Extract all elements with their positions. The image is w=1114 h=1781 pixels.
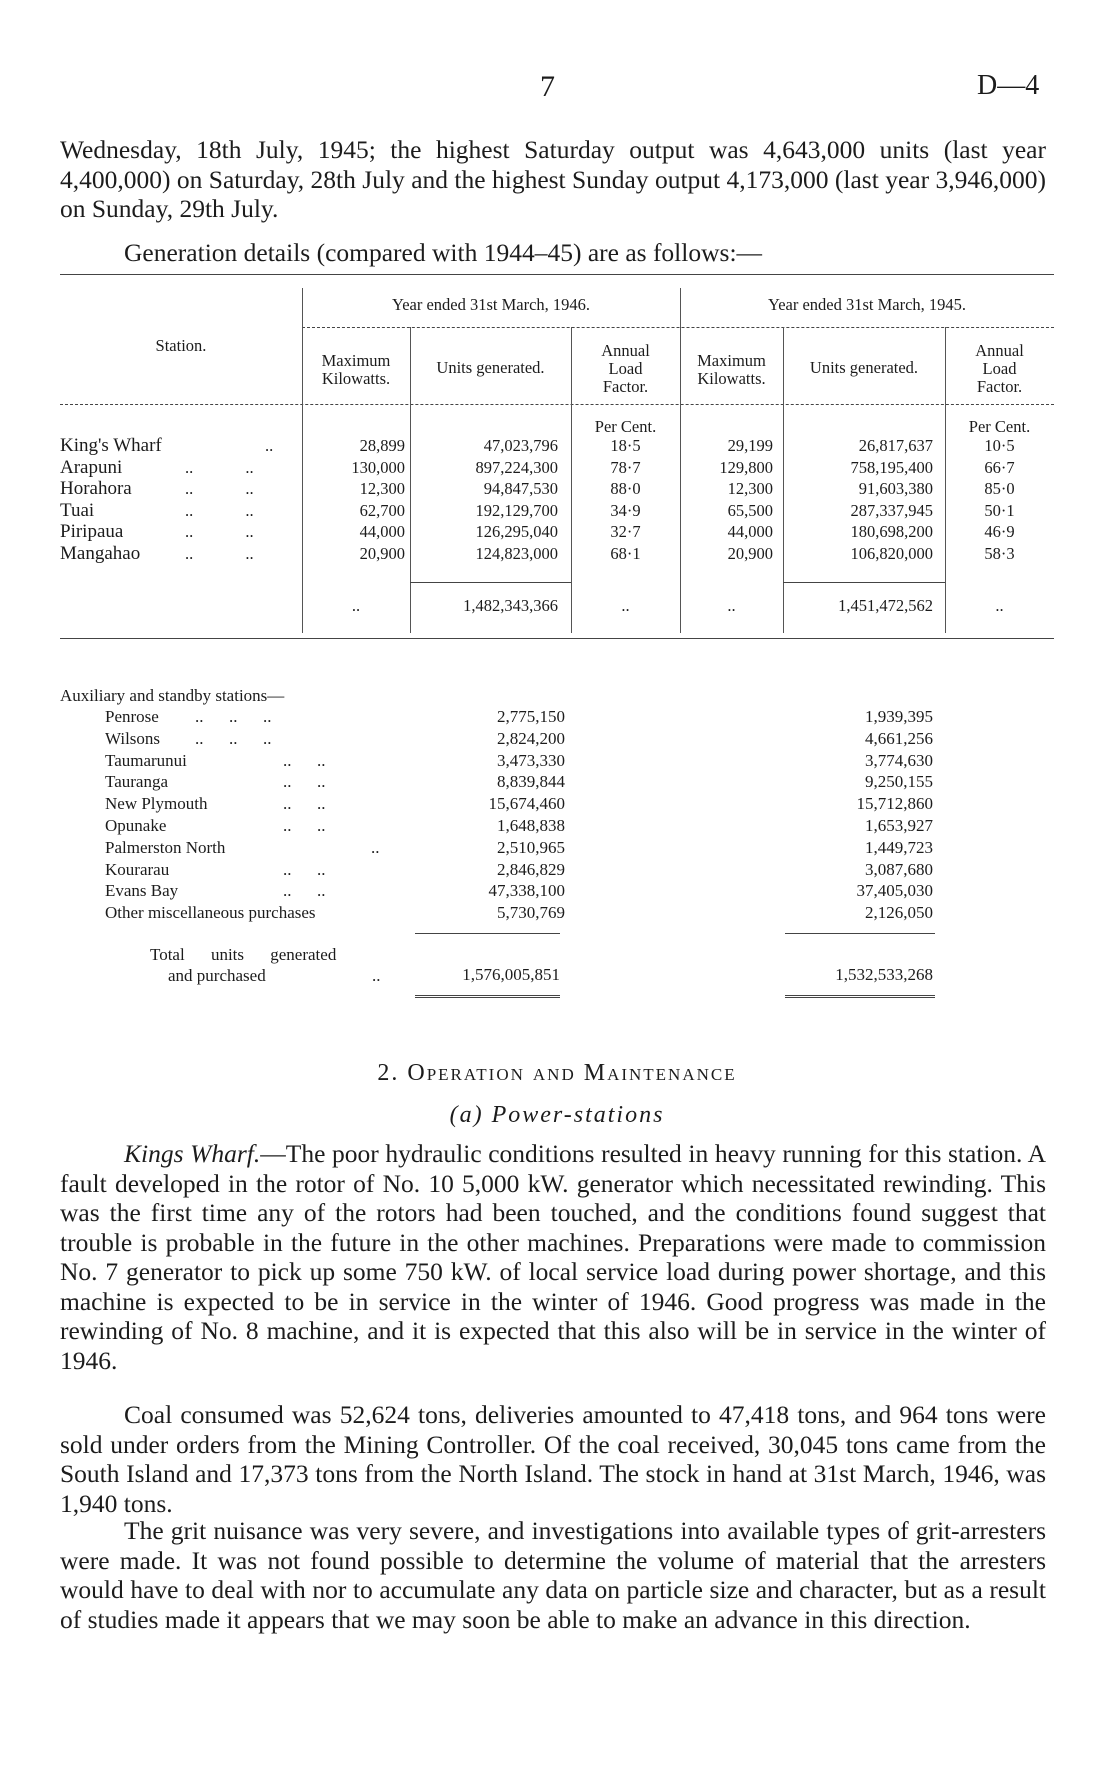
total-label-line-2: and purchased bbox=[168, 966, 266, 985]
load-factor-header-label: Annual Load Factor. bbox=[601, 341, 650, 396]
aux-units-1945: 4,661,256 bbox=[865, 728, 933, 748]
list-item bbox=[105, 902, 1055, 924]
station-name: Mangahao bbox=[60, 542, 141, 564]
dot-leader: .. .. bbox=[185, 543, 254, 563]
total-max-kw-1945: .. bbox=[727, 596, 736, 615]
table-row bbox=[60, 457, 1054, 479]
aux-station-name: Tauranga bbox=[105, 772, 168, 792]
dot-leader: .. bbox=[265, 436, 274, 455]
max-kw-1946: 130,000 bbox=[351, 457, 405, 477]
units-1946: 124,823,000 bbox=[475, 543, 558, 563]
table-row bbox=[60, 478, 1054, 500]
aux-station-name: Other miscellaneous purchases bbox=[105, 903, 316, 923]
max-kw-1945: 44,000 bbox=[727, 522, 773, 541]
list-item bbox=[105, 728, 1055, 750]
per-cent-label-1946: Per Cent. bbox=[594, 417, 657, 436]
aux-units-1946: 2,510,965 bbox=[497, 837, 565, 857]
max-kw-1946: 62,700 bbox=[359, 500, 405, 520]
units-1946: 192,129,700 bbox=[475, 500, 558, 520]
max-kw-1945: 65,500 bbox=[727, 500, 773, 520]
dot-leader: .. .. bbox=[283, 750, 326, 770]
load-factor-1945: 66·7 bbox=[984, 457, 1015, 477]
table-row bbox=[60, 500, 1054, 522]
total-load-factor-1946: .. bbox=[621, 596, 630, 615]
list-item bbox=[105, 706, 1055, 728]
station-name: Piripaua bbox=[60, 521, 124, 542]
aux-units-1945: 9,250,155 bbox=[865, 772, 933, 792]
dot-leader: .. .. .. bbox=[195, 707, 272, 726]
total-max-kw-1946: .. bbox=[351, 596, 361, 615]
dot-leader: .. .. bbox=[283, 794, 326, 814]
aux-units-1946: 2,824,200 bbox=[497, 728, 565, 748]
station-name: Tuai bbox=[60, 499, 95, 521]
dot-leader: .. .. .. bbox=[195, 728, 272, 748]
aux-units-1945: 3,774,630 bbox=[865, 750, 933, 770]
section-heading: 2. Operation and Maintenance bbox=[377, 1060, 737, 1086]
dot-leader: .. bbox=[371, 837, 380, 857]
max-kw-header-label: Maximum Kilowatts. bbox=[697, 351, 766, 388]
units-1946: 897,224,300 bbox=[475, 457, 558, 477]
max-kw-header-label: Maximum Kilowatts. bbox=[321, 351, 391, 388]
generation-details-intro: Generation details (compared with 1944–45) are as follows:— bbox=[124, 238, 763, 267]
aux-units-1946: 15,674,460 bbox=[488, 794, 565, 814]
aux-total-1946: 1,576,005,851 bbox=[462, 965, 560, 984]
list-item bbox=[105, 859, 1055, 881]
dot-leader: .. .. bbox=[185, 479, 254, 498]
load-factor-1945: 10·5 bbox=[984, 436, 1015, 455]
dot-leader: .. .. bbox=[185, 500, 254, 520]
total-units-1945: 1,451,472,562 bbox=[838, 596, 933, 615]
list-item bbox=[105, 815, 1055, 837]
aux-units-1945: 37,405,030 bbox=[856, 881, 933, 901]
table-row bbox=[60, 543, 1054, 565]
load-factor-1945: 46·9 bbox=[984, 522, 1015, 541]
document-reference: D—4 bbox=[977, 70, 1040, 101]
units-1946: 94,847,530 bbox=[483, 479, 558, 498]
load-factor-header-1945 bbox=[945, 342, 1054, 396]
aux-units-1946: 5,730,769 bbox=[497, 903, 565, 923]
load-factor-1945: 50·1 bbox=[984, 500, 1015, 520]
aux-units-1946: 8,839,844 bbox=[497, 772, 565, 792]
total-label-line-1: Total units generated bbox=[150, 945, 337, 964]
aux-total-label bbox=[150, 944, 390, 986]
station-name: Arapuni bbox=[60, 456, 123, 478]
page-number: 7 bbox=[540, 70, 555, 103]
auxiliary-heading: Auxiliary and standby stations— bbox=[60, 686, 285, 705]
load-factor-1946: 34·9 bbox=[610, 500, 641, 520]
list-item bbox=[105, 880, 1055, 902]
aux-station-name: Opunake bbox=[105, 815, 167, 835]
load-factor-1945: 58·3 bbox=[984, 543, 1015, 563]
load-factor-1946: 32·7 bbox=[610, 522, 641, 541]
station-name: King's Wharf bbox=[60, 435, 162, 456]
list-item bbox=[105, 750, 1055, 772]
station-header: Station. bbox=[155, 336, 207, 355]
load-factor-header-label: Annual Load Factor. bbox=[975, 341, 1024, 396]
aux-station-name: Palmerston North bbox=[105, 837, 226, 857]
kings-wharf-lead: Kings Wharf. bbox=[124, 1139, 261, 1168]
aux-station-name: Taumarunui bbox=[105, 750, 187, 770]
total-units-1946: 1,482,343,366 bbox=[463, 596, 558, 615]
units-1945: 758,195,400 bbox=[850, 457, 933, 477]
list-item bbox=[105, 793, 1055, 815]
table-row bbox=[60, 521, 1054, 543]
max-kw-header-1946 bbox=[302, 352, 410, 388]
coal-paragraph: Coal consumed was 52,624 tons, deliveries amounted to 47,418 tons, and 964 tons were sold under orders from the Mining Controller. Of the coal received, 30,045 tons came from the South Island and 17,373 tons from the North Island. The stock in hand at 31st March, 1946, was 1,940 tons. bbox=[60, 1400, 1046, 1518]
dot-leader: .. .. bbox=[283, 815, 326, 835]
units-1946: 126,295,040 bbox=[475, 522, 558, 541]
aux-units-1945: 1,653,927 bbox=[865, 815, 933, 835]
station-name: Horahora bbox=[60, 478, 132, 499]
total-load-factor-1945: .. bbox=[995, 596, 1004, 615]
dot-leader: .. .. bbox=[185, 522, 254, 541]
aux-units-1945: 1,939,395 bbox=[865, 707, 933, 726]
aux-units-1946: 2,775,150 bbox=[497, 707, 565, 726]
units-header-1945: Units generated. bbox=[809, 358, 919, 377]
max-kw-1945: 20,900 bbox=[727, 543, 773, 563]
units-1945: 26,817,637 bbox=[858, 436, 933, 455]
intro-paragraph: Wednesday, 18th July, 1945; the highest Saturday output was 4,643,000 units (last year 4,400,000) on Saturday, 28th July and the highest Sunday output 4,173,000 (last year 3,946,000) on Sunday, 29th July. bbox=[60, 135, 1046, 223]
load-factor-1946: 68·1 bbox=[610, 543, 641, 563]
list-item bbox=[105, 771, 1055, 793]
year-1946-header: Year ended 31st March, 1946. bbox=[391, 295, 591, 314]
max-kw-1945: 129,800 bbox=[719, 457, 773, 477]
load-factor-1946: 18·5 bbox=[610, 436, 641, 455]
units-1945: 180,698,200 bbox=[850, 522, 933, 541]
kings-wharf-paragraph bbox=[60, 1139, 1046, 1375]
aux-station-name: Evans Bay bbox=[105, 881, 179, 901]
dot-leader: .. bbox=[372, 966, 381, 985]
aux-units-1945: 3,087,680 bbox=[865, 859, 933, 879]
max-kw-1946: 20,900 bbox=[359, 543, 405, 563]
list-item bbox=[105, 837, 1055, 859]
aux-units-1946: 2,846,829 bbox=[497, 859, 565, 879]
load-factor-header-1946 bbox=[571, 342, 680, 396]
units-1945: 91,603,380 bbox=[858, 479, 933, 498]
dot-leader: .. .. bbox=[283, 859, 326, 879]
units-1945: 106,820,000 bbox=[850, 543, 933, 563]
aux-station-name: Penrose bbox=[105, 707, 159, 726]
dot-leader: .. .. bbox=[283, 772, 326, 792]
max-kw-header-1945 bbox=[680, 352, 783, 388]
load-factor-1946: 88·0 bbox=[610, 479, 641, 498]
subsection-heading: (a) Power-stations bbox=[449, 1102, 665, 1128]
aux-units-1945: 1,449,723 bbox=[865, 837, 933, 857]
max-kw-1946: 28,899 bbox=[359, 436, 405, 455]
dot-leader: .. .. bbox=[185, 457, 254, 477]
load-factor-1946: 78·7 bbox=[610, 457, 641, 477]
max-kw-1946: 44,000 bbox=[359, 522, 405, 541]
grit-paragraph: The grit nuisance was very severe, and investigations into available types of grit-arresters were made. It was not found possible to determine the volume of material that the arresters would have to deal with nor to accumulate any data on particle size and character, but as a result of studies made it appears that we may soon be able to make an advance in this direction. bbox=[60, 1516, 1046, 1634]
units-1945: 287,337,945 bbox=[850, 500, 933, 520]
aux-units-1946: 3,473,330 bbox=[497, 750, 565, 770]
load-factor-1945: 85·0 bbox=[984, 479, 1015, 498]
aux-total-1945: 1,532,533,268 bbox=[835, 965, 933, 984]
max-kw-1946: 12,300 bbox=[359, 479, 405, 498]
dot-leader: .. .. bbox=[283, 881, 326, 901]
per-cent-label-1945: Per Cent. bbox=[968, 417, 1031, 436]
aux-units-1946: 47,338,100 bbox=[488, 881, 565, 901]
kings-wharf-text: —The poor hydraulic conditions resulted in heavy running for this station. A fault developed in the rotor of No. 10 5,000 kW. generator which necessitated rewinding. This was the first time any of the rotors had been touched, and the conditions found suggest that trouble is probable in the future in the other machines. Preparations were made to commission No. 7 generator to pick up some 750 kW. of local service load during power shortage, and this machine is expected to be in service in the winter of 1946. Good progress was made in the rewinding of No. 8 machine, and it is expected that this also will be in service in the winter of 1946. bbox=[60, 1139, 1046, 1375]
year-1945-header: Year ended 31st March, 1945. bbox=[767, 295, 967, 314]
max-kw-1945: 29,199 bbox=[727, 436, 773, 455]
aux-units-1945: 2,126,050 bbox=[865, 903, 933, 923]
table-row bbox=[60, 435, 1054, 457]
aux-units-1946: 1,648,838 bbox=[497, 815, 565, 835]
max-kw-1945: 12,300 bbox=[727, 479, 773, 498]
units-header-1946: Units generated. bbox=[436, 358, 545, 377]
aux-station-name: Wilsons bbox=[105, 728, 161, 748]
aux-station-name: New Plymouth bbox=[105, 794, 208, 814]
aux-units-1945: 15,712,860 bbox=[856, 794, 933, 814]
aux-station-name: Kourarau bbox=[105, 859, 170, 879]
units-1946: 47,023,796 bbox=[483, 436, 558, 455]
